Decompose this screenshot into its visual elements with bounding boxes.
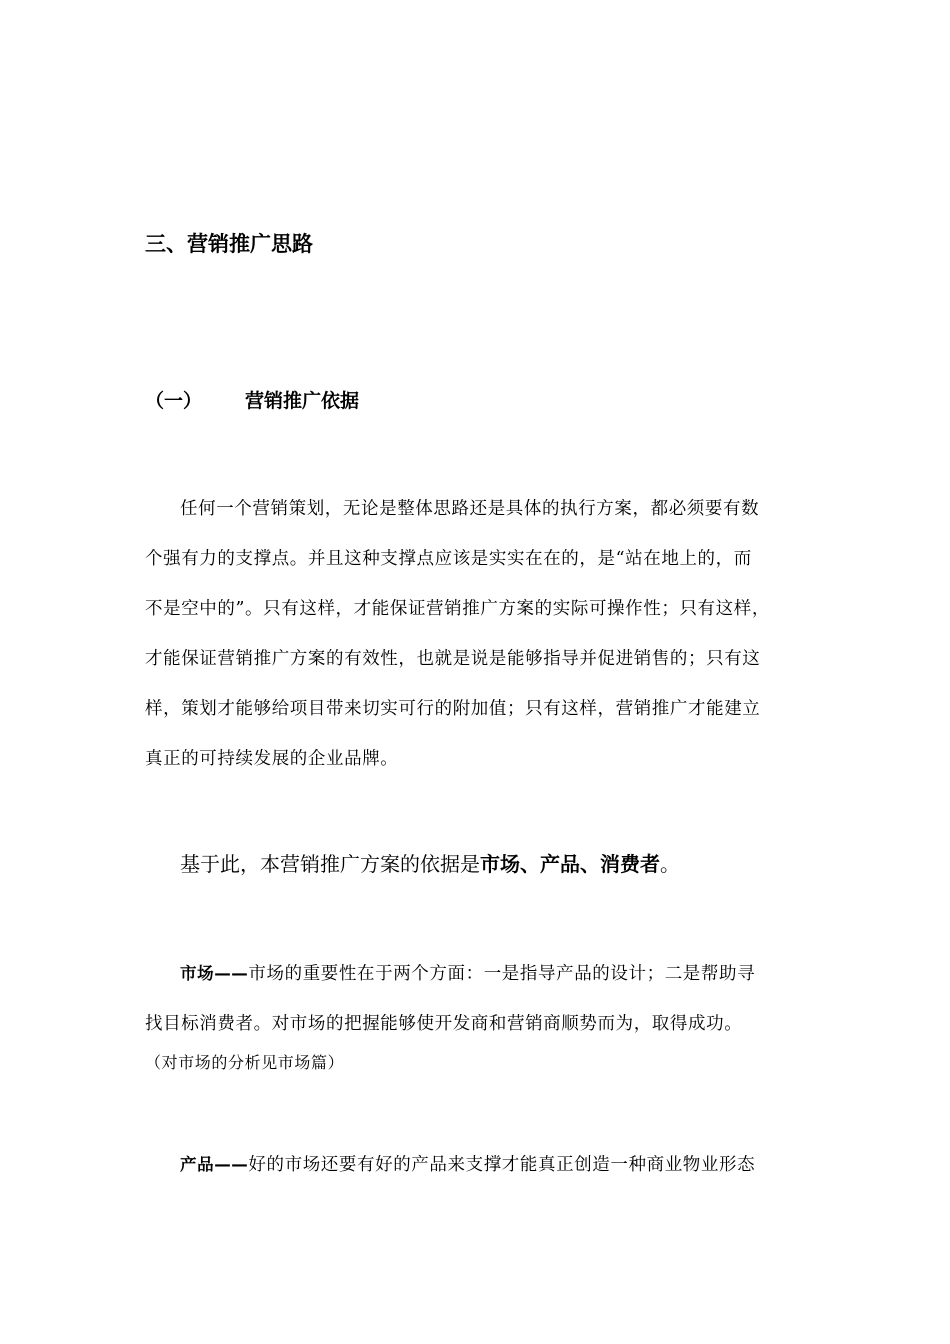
section-heading: 三、营销推广思路 (145, 232, 313, 256)
product-line-1 (145, 1140, 820, 1190)
product-paragraph (145, 1140, 820, 1190)
basis-tail: 。 (660, 852, 680, 876)
paragraph-line: 才能保证营销推广方案的有效性，也就是说是能够指导并促进销售的；只有这 (145, 649, 761, 669)
subsection-number: （一） (145, 390, 203, 412)
paragraph-line: 不是空中的”。只有这样，才能保证营销推广方案的实际可操作性；只有这样， (145, 599, 770, 619)
subsection-title: 营销推广依据 (245, 390, 360, 412)
market-line-1 (145, 949, 820, 999)
paragraph-line: 个强有力的支撑点。并且这种支撑点应该是实实在在的，是“站在地上的，而 (145, 549, 752, 569)
paragraph-line: 真正的可持续发展的企业品牌。 (145, 749, 399, 769)
paragraph-line: 任何一个营销策划，无论是整体思路还是具体的执行方案，都必须要有数 (180, 499, 760, 519)
market-paragraph (145, 949, 820, 1081)
product-term: 产品—— (180, 1155, 249, 1174)
basis-emphasis: 市场、产品、消费者 (480, 852, 660, 876)
market-term: 市场—— (180, 964, 249, 983)
market-line-2: 找目标消费者。对市场的把握能够使开发商和营销商顺势而为，取得成功。 (145, 1014, 743, 1034)
market-note: （对市场的分析见市场篇） (145, 1053, 345, 1072)
intro-paragraph (145, 484, 820, 784)
market-text: 市场的重要性在于两个方面：一是指导产品的设计；二是帮助寻 (248, 964, 756, 984)
subsection-heading (145, 386, 359, 416)
basis-paragraph (145, 844, 845, 884)
product-text: 好的市场还要有好的产品来支撑才能真正创造一种商业物业形态 (248, 1155, 756, 1175)
basis-lead: 基于此，本营销推广方案的依据是 (180, 852, 480, 876)
paragraph-line: 样，策划才能够给项目带来切实可行的附加值；只有这样，营销推广才能建立 (145, 699, 761, 719)
